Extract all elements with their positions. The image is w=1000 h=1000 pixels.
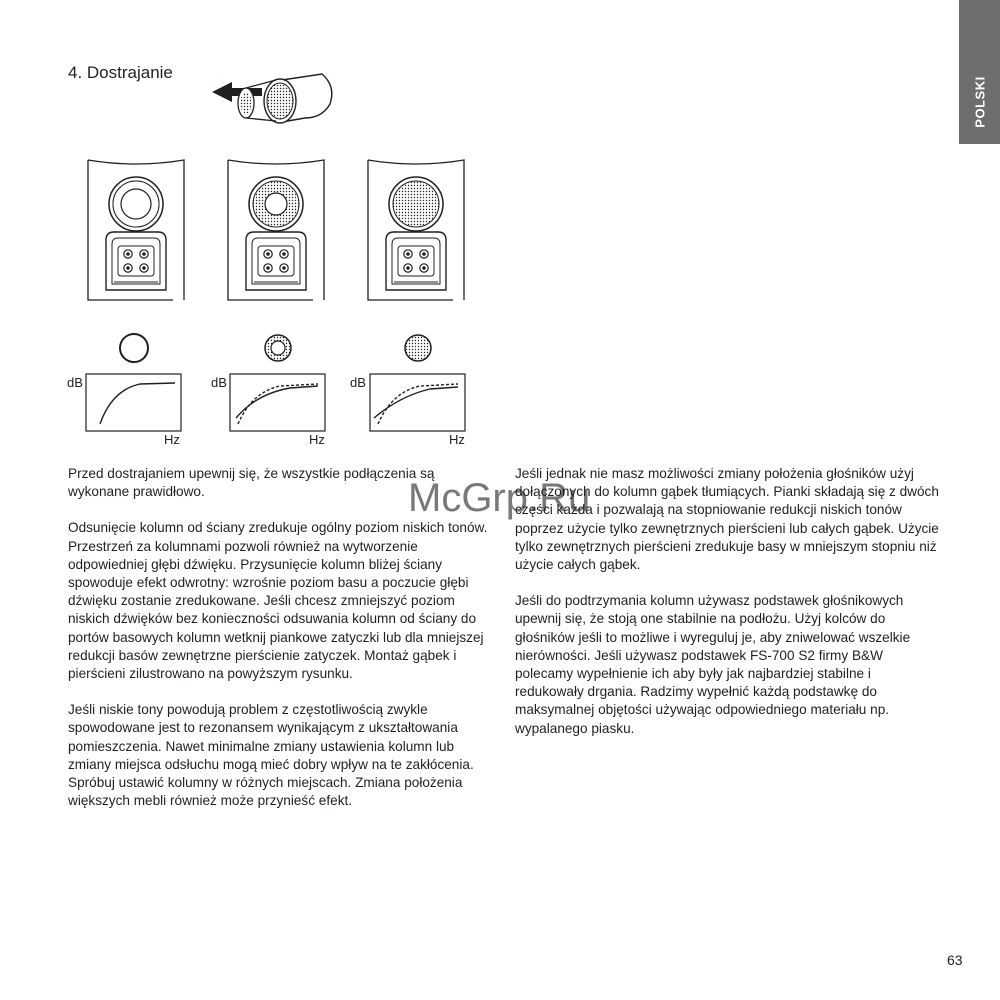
paragraph: Jeśli jednak nie masz możliwości zmiany położenia głośników użyj dołączonych do kolumn gąbek tłumiących. Pianki składają się z dwóch części każda i pozwalają na stopniowanie redukcji niskich tonów poprzez użycie tylko zewnętrznych pierścieni lub całych gąbek. Użycie tylko zewnętrznych pierścieni zredukuje basy w mniejszym stopniu niż użycie całych gąbek. (515, 466, 939, 573)
foam-plug-icon (212, 74, 332, 123)
paragraph: Odsunięcie kolumn od ściany zredukuje ogólny poziom niskich tonów. Przestrzeń za kolumnami pozwoli również na wytworzenie odpowiedniej głębi dźwięku. Przysunięcie kolumn bliżej ściany spowoduje efekt odwrotny: wzrośnie poziom basu a poczucie głębi dźwięku zostanie zredukowane. Jeśli chcesz zmniejszyć poziom niskich dźwięków bez konieczności odsuwania kolumn od ściany do portów basowych kolumn wetknij piankowe zatyczki lub dla mniejszej redukcji basów zewnętrzne pierścienie zatyczek. Montaż gąbek i pierścieni zilustrowano na powyższym rysunku. (68, 520, 488, 682)
paragraph: Jeśli niskie tony powodują problem z częstotliwością zwykle spowodowane jest to rezonansem wynikającym z ukształtowania pomieszczenia. Nawet minimalne zmiany ustawienia kolumn lub zmiany miejsca odsłuchu mogą mieć dobry wpływ na te zakłócenia. Spróbuj ustawić kolumny w różnych miejscach. Zmiana położenia większych mebli również może przynieść efekt. (68, 702, 474, 809)
section-heading: 4. Dostrajanie (68, 63, 173, 82)
speaker-panel-full-plug (368, 160, 464, 300)
page-number: 63 (947, 952, 963, 968)
graph-2-x-label: Hz (309, 432, 325, 447)
graph-3-y-label: dB (350, 375, 366, 390)
tuning-illustration (0, 0, 1000, 460)
paragraph: Przed dostrajaniem upewnij się, że wszystkie podłączenia są wykonane prawidłowo. (68, 466, 435, 500)
response-graph-2 (211, 374, 325, 447)
graph-2-y-label: dB (211, 375, 227, 390)
graph-1-y-label: dB (67, 375, 83, 390)
response-graph-3 (350, 374, 465, 447)
paragraph: Jeśli do podtrzymania kolumn używasz podstawek głośnikowych upewnij się, że stoją one stabilnie na podłożu. Użyj kolców do głośników jeśli to możliwe i wyreguluj je, aby zniwelować wszelkie nierówności. Jeśli używasz podstawek FS-700 S2 firmy B&W polecamy wypełnienie ich aby były jak najbardziej stabilne i redukowały drgania. Radzimy wypełnić każdą podstawkę do maksymalnej objętości używając odpowiedniego materiału np. wypalanego piasku. (515, 593, 911, 736)
full-plug-icon (405, 335, 431, 361)
watermark: McGrp.Ru (408, 476, 591, 520)
graph-1-x-label: Hz (164, 432, 180, 447)
graph-3-x-label: Hz (449, 432, 465, 447)
speaker-panel-ring-insert (228, 160, 324, 300)
open-port-ring-icon (120, 334, 148, 362)
response-graph-1 (67, 374, 181, 447)
ring-insert-icon (265, 335, 291, 361)
language-tab-label: POLSKI (972, 76, 987, 128)
